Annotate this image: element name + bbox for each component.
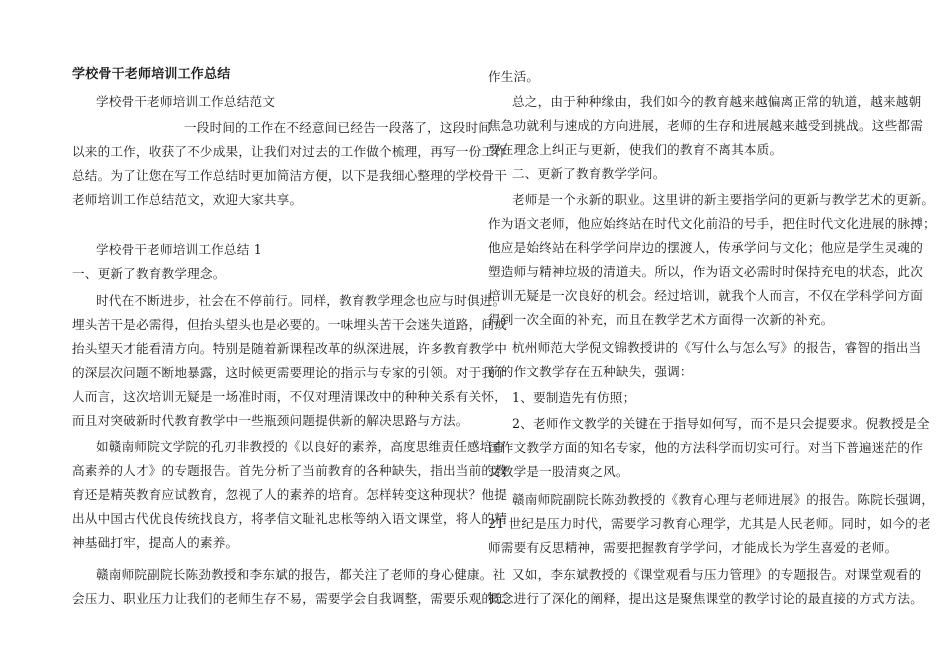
- paragraph-line: 抬头望天才能看清方向。特别是随着新课程改革的纵深进展，许多教育教学中: [72, 341, 507, 356]
- section-heading: 一、更新了教育教学理念。: [72, 266, 226, 281]
- section-heading: 二、更新了教育教学学问。: [512, 166, 666, 181]
- paragraph-line: 老师培训工作总结范文，欢迎大家共享。: [72, 192, 303, 207]
- list-item: 1、要制造先有仿照；: [512, 390, 636, 405]
- paragraph-line: 高素养的人才》的专题报告。首先分析了当前教育的各种缺失，指出当前的教: [72, 463, 507, 478]
- paragraph-line: 如赣南师院文学院的孔刃非教授的《以良好的素养，高度思维责任感培育: [96, 439, 506, 454]
- paragraph-line: 埋头苦干是必需得，但抬头望头也是必要的。一味埋头苦干会迷失道路，间或: [72, 317, 507, 332]
- paragraph-line: 要在理念上纠正与更新，使我们的教育不离其本质。: [488, 142, 783, 157]
- paragraph-line: 焦急功就利与速成的方向进展，老师的生存和进展越来越受到挑战。这些都需: [488, 118, 923, 133]
- paragraph-line: 老师是一个永新的职业。这里讲的新主要指学问的更新与教学艺术的更新。: [512, 192, 935, 207]
- paragraph-line: 21 世纪是压力时代，需要学习教育心理学，尤其是人民老师。同时，如今的老: [488, 516, 931, 531]
- paragraph-line: 一段时间的工作在不经意间已经告一段落了，这段时间: [184, 120, 492, 135]
- paragraph-line: 以来的工作，收获了不少成果，让我们对过去的工作做个梳理，再写一份工作: [72, 144, 507, 159]
- paragraph-line: 出从中国古代优良传统找良方，将孝信文耻礼忠枨等纳入语文课堂，将人的精: [72, 511, 507, 526]
- paragraph-line: 总之，由于种种缘由，我们如今的教育越来越偏离正常的轨道，越来越朝: [512, 94, 922, 109]
- paragraph-line: 作生活。: [488, 69, 540, 84]
- list-item: 2、老师作文教学的关键在于指导如何写，而不是只会提要求。倪教授是全: [512, 416, 930, 431]
- section-heading: 学校骨干老师培训工作总结 1: [96, 242, 262, 257]
- paragraph-line: 得到一次全面的补充，而且在教学艺术方面得一次新的补充。: [488, 312, 834, 327]
- paragraph-line: 人而言，这次培训无疑是一场准时雨，不仅对理清课改中的种种关系有关怀，: [72, 389, 507, 404]
- paragraph-line: 文教学是一股清爽之风。: [488, 464, 629, 479]
- document-title: 学校骨干老师培训工作总结: [72, 67, 231, 82]
- paragraph-line: 的深层次问题不断地暴露，这时候更需要理论的指示与专家的引领。对于我个: [72, 365, 507, 380]
- paragraph-line: 时代在不断进步，社会在不停前行。同样，教育教学理念也应与时俱进。: [96, 293, 506, 308]
- paragraph-line: 赣南师院副院长陈劲教授的《教育心理与老师进展》的报告。陈院长强调，: [512, 492, 935, 507]
- paragraph-line: 育还是精英教育应试教育，忽视了人的素养的培育。怎样转变这种现状？他提: [72, 487, 507, 502]
- paragraph-line: 他应是始终站在科学学问岸边的摆渡人，传承学问与文化；他应是学生灵魂的: [488, 240, 923, 255]
- paragraph-line: 而且对突破新时代教育教学中一些瓶颈问题提供新的解决思路与方法。: [72, 413, 469, 428]
- paragraph-line: 会压力、职业压力让我们的老师生存不易，需要学会自我调整，需要乐观的工: [72, 591, 507, 606]
- paragraph-line: 赣南师院副院长陈劲教授和李东斌的报告，都关注了老师的身心健康。社: [96, 567, 506, 582]
- paragraph-line: 杭州师范大学倪文锦教授讲的《写什么与怎么写》的报告，睿智的指出当: [512, 340, 922, 355]
- paragraph-line: 塑造师与精神垃圾的清道夫。所以，作为语文必需时时保持充电的状态，此次: [488, 264, 923, 279]
- paragraph-line: 神基础打牢，提高人的素养。: [72, 535, 239, 550]
- paragraph-line: 学校骨干老师培训工作总结范文: [96, 94, 276, 109]
- paragraph-line: 总结。为了让您在写工作总结时更加简洁方便，以下是我细心整理的学校骨干: [72, 168, 507, 183]
- paragraph-line: 概念进行了深化的阐释，提出这是聚焦课堂的教学讨论的最直接的方式方法。: [488, 591, 923, 606]
- paragraph-line: 又如，李东斌教授的《课堂观看与压力管理》的专题报告。对课堂观看的: [512, 567, 922, 582]
- paragraph-line: 作为语文老师，他应始终站在时代文化前沿的号手，把住时代文化进展的脉搏；: [488, 216, 936, 231]
- paragraph-line: 前的作文教学存在五种缺失，强调：: [488, 364, 693, 379]
- paragraph-line: 师需要有反思精神，需要把握教育学学问，才能成长为学生喜爱的老师。: [488, 540, 898, 555]
- paragraph-line: 国作文教学方面的知名专家，他的方法科学而切实可行。对当下普遍迷茫的作: [488, 440, 923, 455]
- paragraph-line: 培训无疑是一次良好的机会。经过培训，就我个人而言，不仅在学科学问方面: [488, 288, 923, 303]
